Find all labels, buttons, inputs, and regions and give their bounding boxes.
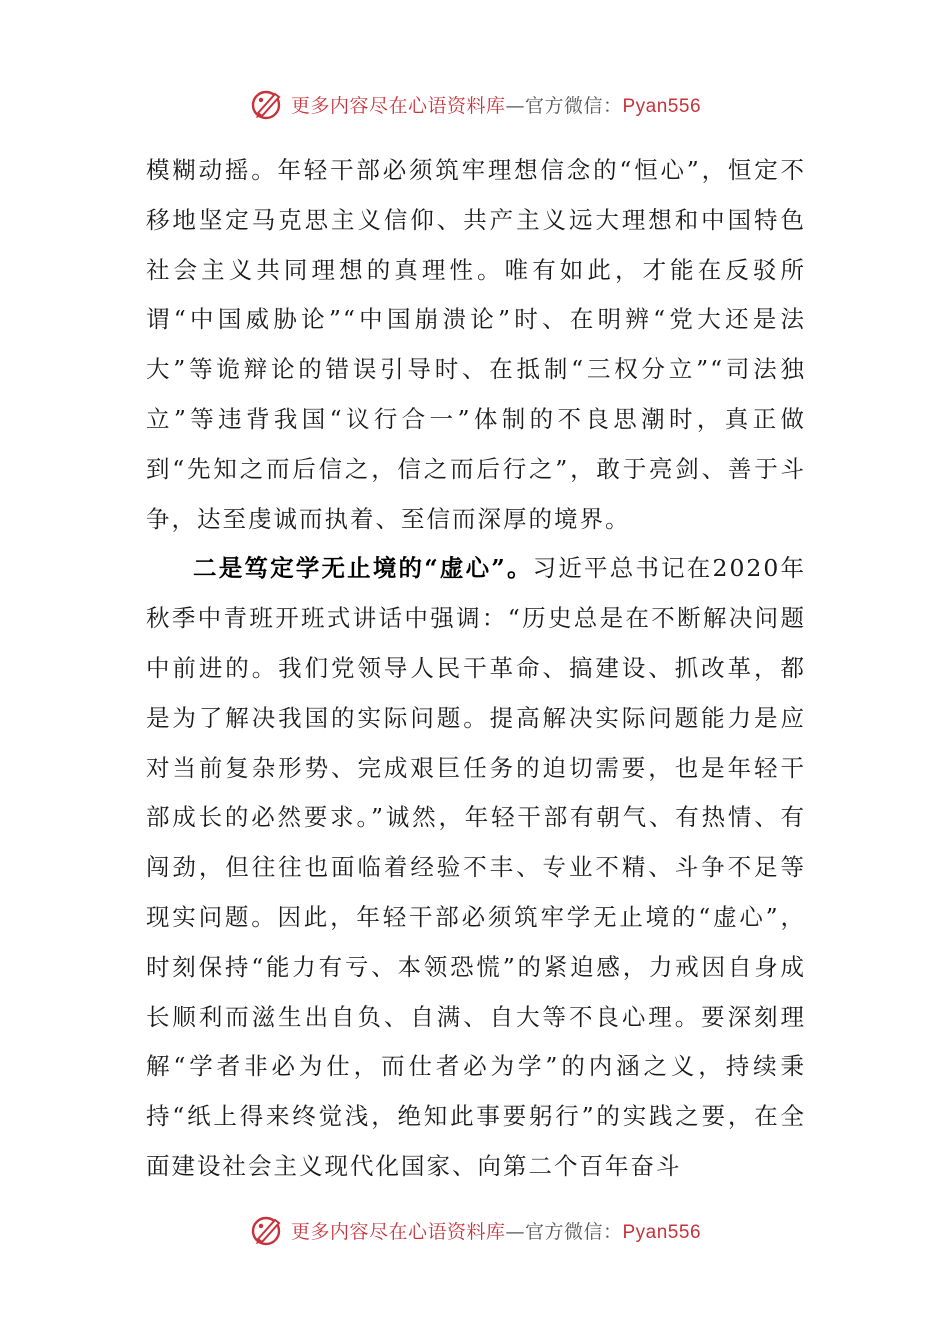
paragraph-2-heading: 二是笃定学无止境的“虚心”。 <box>193 554 533 583</box>
watermark-wechat-id: Pyan556 <box>622 1221 702 1243</box>
header-watermark <box>0 82 950 126</box>
watermark-text <box>291 91 701 118</box>
pen-seal-icon <box>249 86 285 122</box>
watermark-wechat-label: 官方微信： <box>524 1220 623 1243</box>
watermark-text <box>291 1217 701 1244</box>
pen-seal-icon <box>249 1212 285 1248</box>
document-body <box>146 146 806 1192</box>
paragraph-2 <box>146 544 806 1191</box>
paragraph-2-text: 习近平总书记在2020年秋季中青班开班式讲话中强调：“历史总是在不断解决问题中前进的。我们党领导人民干革命、搞建设、抓改革，都是为了解决我国的实际问题。提高解决实际问题能力是应对当前复杂形势、完成艰巨任务的迫切需要，也是年轻干部成长的必然要求。”诚然，年轻干部有朝气、有热情、有闯劲，但往往也面临着经验不丰、专业不精、斗争不足等现实问题。因此，年轻干部必须筑牢学无止境的“虚心”，时刻保持“能力有亏、本领恐慌”的紧迫感，力戒因自身成长顺利而滋生出自负、自满、自大等不良心理。要深刻理解“学者非必为仕，而仕者必为学”的内涵之义，持续秉持“纸上得来终觉浅，绝知此事要躬行”的实践之要，在全面建设社会主义现代化国家、向第二个百年奋斗 <box>146 554 806 1180</box>
watermark-dash: — <box>505 94 525 117</box>
watermark-wechat-label: 官方微信： <box>524 94 623 117</box>
watermark-wechat-id: Pyan556 <box>622 95 702 117</box>
watermark-site: 更多内容尽在心语资料库 <box>290 94 506 117</box>
footer-watermark <box>0 1208 950 1252</box>
watermark-site: 更多内容尽在心语资料库 <box>290 1220 506 1243</box>
watermark-dash: — <box>505 1220 525 1243</box>
paragraph-1: 模糊动摇。年轻干部必须筑牢理想信念的“恒心”，恒定不移地坚定马克思主义信仰、共产主义远大理想和中国特色社会主义共同理想的真理性。唯有如此，才能在反驳所谓“中国威胁论”“中国崩溃论”时、在明辨“党大还是法大”等诡辩论的错误引导时、在抵制“三权分立”“司法独立”等违背我国“议行合一”体制的不良思潮时，真正做到“先知之而后信之，信之而后行之”，敢于亮剑、善于斗争，达至虔诚而执着、至信而深厚的境界。 <box>146 156 806 533</box>
